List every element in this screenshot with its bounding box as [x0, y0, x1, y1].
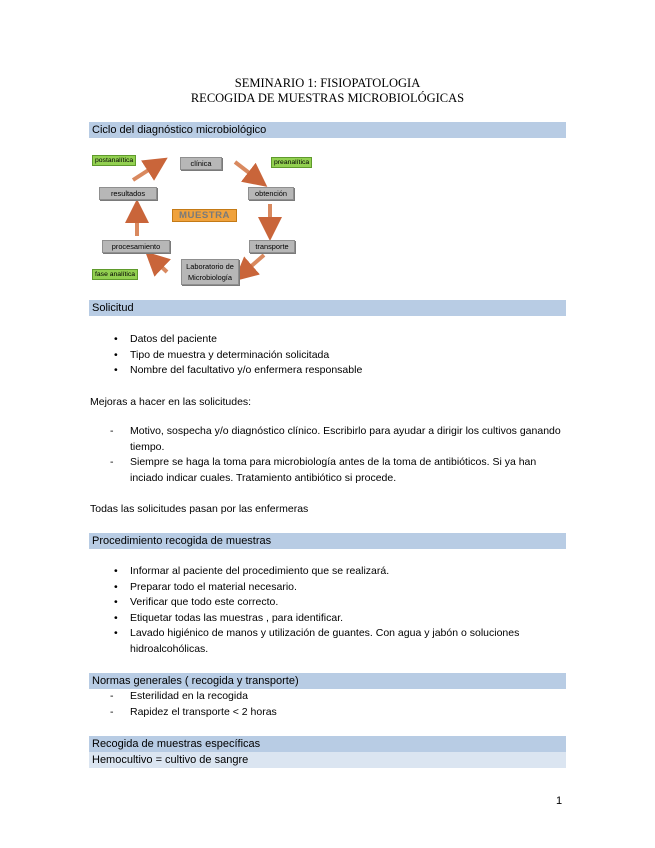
arrow-transporte-laboratorio	[240, 255, 264, 276]
document-title-line-2: RECOGIDA DE MUESTRAS MICROBIOLÓGICAS	[190, 91, 465, 105]
node-clinica: clínica	[180, 157, 222, 170]
arrow-resultados-clinica	[133, 162, 161, 180]
tag-fase-analitica: fase analítica	[92, 269, 138, 280]
page-number: 1	[556, 795, 563, 807]
node-transporte: transporte	[249, 240, 295, 253]
node-laboratorio-line-1: Laboratorio de	[186, 262, 234, 271]
node-muestra-center: MUESTRA	[172, 209, 237, 222]
section-header-normas: Normas generales ( recogida y transporte)	[89, 673, 566, 689]
tag-preanalitica: preanalítica	[271, 157, 312, 168]
section-header-procedimiento: Procedimiento recogida de muestras	[89, 533, 566, 549]
list-item: • Preparar todo el material necesario.	[90, 580, 526, 596]
list-item: - Siempre se haga la toma para microbiología antes de la toma de antibióticos. Si ya han inciado indicar cuales. Tratamiento antibiótico si procede.	[90, 455, 570, 486]
list-item: • Verificar que todo este correcto.	[90, 595, 526, 611]
subsection-header-hemocultivo: Hemocultivo = cultivo de sangre	[89, 752, 566, 768]
list-item: • Etiquetar todas las muestras , para identificar.	[90, 611, 526, 627]
node-procesamiento: procesamiento	[102, 240, 170, 253]
node-resultados: resultados	[99, 187, 157, 200]
section-header-especificas: Recogida de muestras específicas	[89, 736, 566, 752]
solicitud-list	[90, 332, 526, 379]
tag-postanalitica: postanalítica	[92, 155, 136, 166]
list-item: • Lavado higiénico de manos y utilización de guantes. Con agua y jabón o soluciones hidroalcohólicas.	[90, 626, 570, 657]
list-item: • Nombre del facultativo y/o enfermera responsable	[90, 363, 526, 379]
cycle-diagram	[89, 150, 310, 290]
section-header-ciclo: Ciclo del diagnóstico microbiológico	[89, 122, 566, 138]
document-title-line-1: SEMINARIO 1: FISIOPATOLOGIA	[234, 76, 421, 90]
section-header-solicitud: Solicitud	[89, 300, 566, 316]
solicitudes-nota: Todas las solicitudes pasan por las enfermeras	[90, 503, 309, 515]
procedimiento-list	[90, 564, 570, 658]
normas-list	[90, 689, 526, 720]
list-item: - Rapidez el transporte < 2 horas	[90, 705, 526, 721]
arrow-laboratorio-procesamiento	[151, 257, 167, 272]
arrow-clinica-obtencion	[235, 162, 261, 182]
mejoras-intro: Mejoras a hacer en las solicitudes:	[90, 396, 252, 408]
list-item: - Esterilidad en la recogida	[90, 689, 526, 705]
mejoras-list	[90, 424, 570, 486]
list-item: • Datos del paciente	[90, 332, 526, 348]
node-obtencion: obtención	[248, 187, 294, 200]
list-item: • Tipo de muestra y determinación solicitada	[90, 348, 526, 364]
node-laboratorio	[181, 259, 239, 285]
list-item: - Motivo, sospecha y/o diagnóstico clínico. Escribirlo para ayudar a dirigir los cultivos ganando tiempo.	[90, 424, 570, 455]
node-laboratorio-line-2: Microbiología	[188, 273, 232, 282]
list-item: • Informar al paciente del procedimiento que se realizará.	[90, 564, 526, 580]
